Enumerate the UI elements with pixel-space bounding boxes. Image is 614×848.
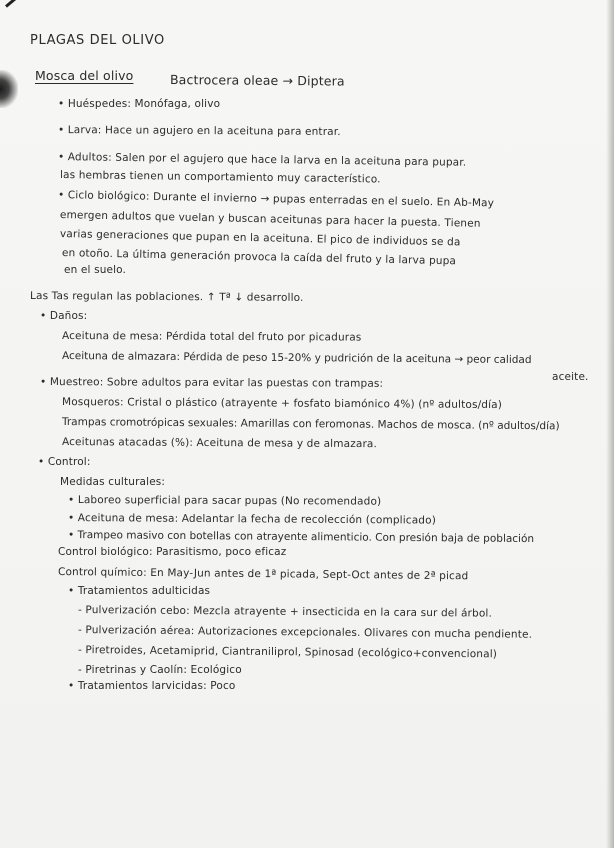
line-tratamientos-adulticidas: • Tratamientos adulticidas	[68, 585, 211, 597]
line-pulverizacion-aerea: - Pulverización aérea: Autorizaciones excepcionales. Olivares con mucha pendiente.	[77, 624, 533, 641]
line-aceituna-almazara: Aceituna de almazara: Pérdida de peso 15-20% y pudrición de la aceituna → peor calidad	[61, 350, 532, 367]
line-piretroides: - Piretroides, Acetamiprid, Ciantraniliprol, Spinosad (ecológico+convencional)	[77, 644, 498, 661]
line-trampeo-masivo: • Trampeo masivo con botellas con atrayente alimenticio. Con presión baja de población	[67, 529, 535, 546]
line-aceituna-mesa: Aceituna de mesa: Pérdida total del fruto por picaduras	[61, 330, 362, 344]
page-edge-shadow	[606, 0, 614, 848]
line-control-biologico: Control biológico: Parasitismo, poco eficaz	[58, 546, 287, 558]
species-name: Bactrocera oleae → Diptera	[169, 72, 345, 89]
binder-ring-shadow	[0, 70, 18, 108]
pen-stroke-mark	[5, 0, 35, 8]
line-tratamientos-larvicidas: • Tratamientos larvicidas: Poco	[68, 680, 236, 692]
line-mosqueros: Mosqueros: Cristal o plástico (atrayente + fosfato biamónico 4%) (nº adultos/día)	[61, 396, 503, 412]
line-adultos-1: • Adultos: Salen por el agujero que hace la larva en la aceituna para pupar.	[57, 151, 467, 169]
line-danos: • Daños:	[40, 310, 88, 322]
line-ciclo-1: • Ciclo biológico: Durante el invierno → pupas enterradas en el suelo. En Ab-May	[57, 189, 495, 210]
page-title: PLAGAS DEL OLIVO	[30, 33, 165, 48]
line-ciclo-4: en otoño. La última generación provoca la caída del fruto y la larva pupa	[61, 247, 457, 268]
line-pulverizacion-cebo: - Pulverización cebo: Mezcla atrayente + insecticida en la cara sur del árbol.	[77, 604, 493, 620]
line-muestreo: • Muestreo: Sobre adultos para evitar las puestas con trampas:	[39, 376, 384, 390]
line-aceite: aceite.	[552, 371, 589, 383]
line-aceituna-mesa-recoleccion: • Aceituna de mesa: Adelantar la fecha de recolección (complicado)	[67, 512, 437, 527]
line-ciclo-5: en el suelo.	[64, 264, 127, 276]
line-huespedes: • Huéspedes: Monófaga, olivo	[58, 98, 221, 110]
line-adultos-2: las hembras tienen un comportamiento muy característico.	[59, 169, 381, 186]
section-heading: Mosca del olivo	[35, 68, 134, 83]
line-trampas: Trampas cromotrópicas sexuales: Amarillas con feromonas. Machos de mosca. (nº adultos/día)	[61, 416, 560, 433]
line-ciclo-3: varias generaciones que pupan en la aceituna. El pico de individuos se da	[59, 228, 461, 249]
line-piretrinas: - Piretrinas y Caolín: Ecológico	[78, 664, 242, 676]
line-control: • Control:	[38, 456, 91, 468]
line-control-quimico: Control químico: En May-Jun antes de 1ª picada, Sept-Oct antes de 2ª picad	[57, 566, 469, 583]
line-temperaturas: Las Tas regulan las poblaciones. ↑ Tª ↓ desarrollo.	[29, 290, 304, 304]
line-larva: • Larva: Hace un agujero en la aceituna para entrar.	[57, 124, 341, 138]
line-medidas-culturales: Medidas culturales:	[60, 476, 166, 488]
line-laboreo: • Laboreo superficial para sacar pupas (No recomendado)	[67, 494, 382, 508]
line-ciclo-2: emergen adultos que vuelan y buscan aceitunas para hacer la puesta. Tienen	[59, 209, 481, 230]
line-aceitunas-atacadas: Aceitunas atacadas (%): Aceituna de mesa y de almazara.	[61, 436, 378, 451]
